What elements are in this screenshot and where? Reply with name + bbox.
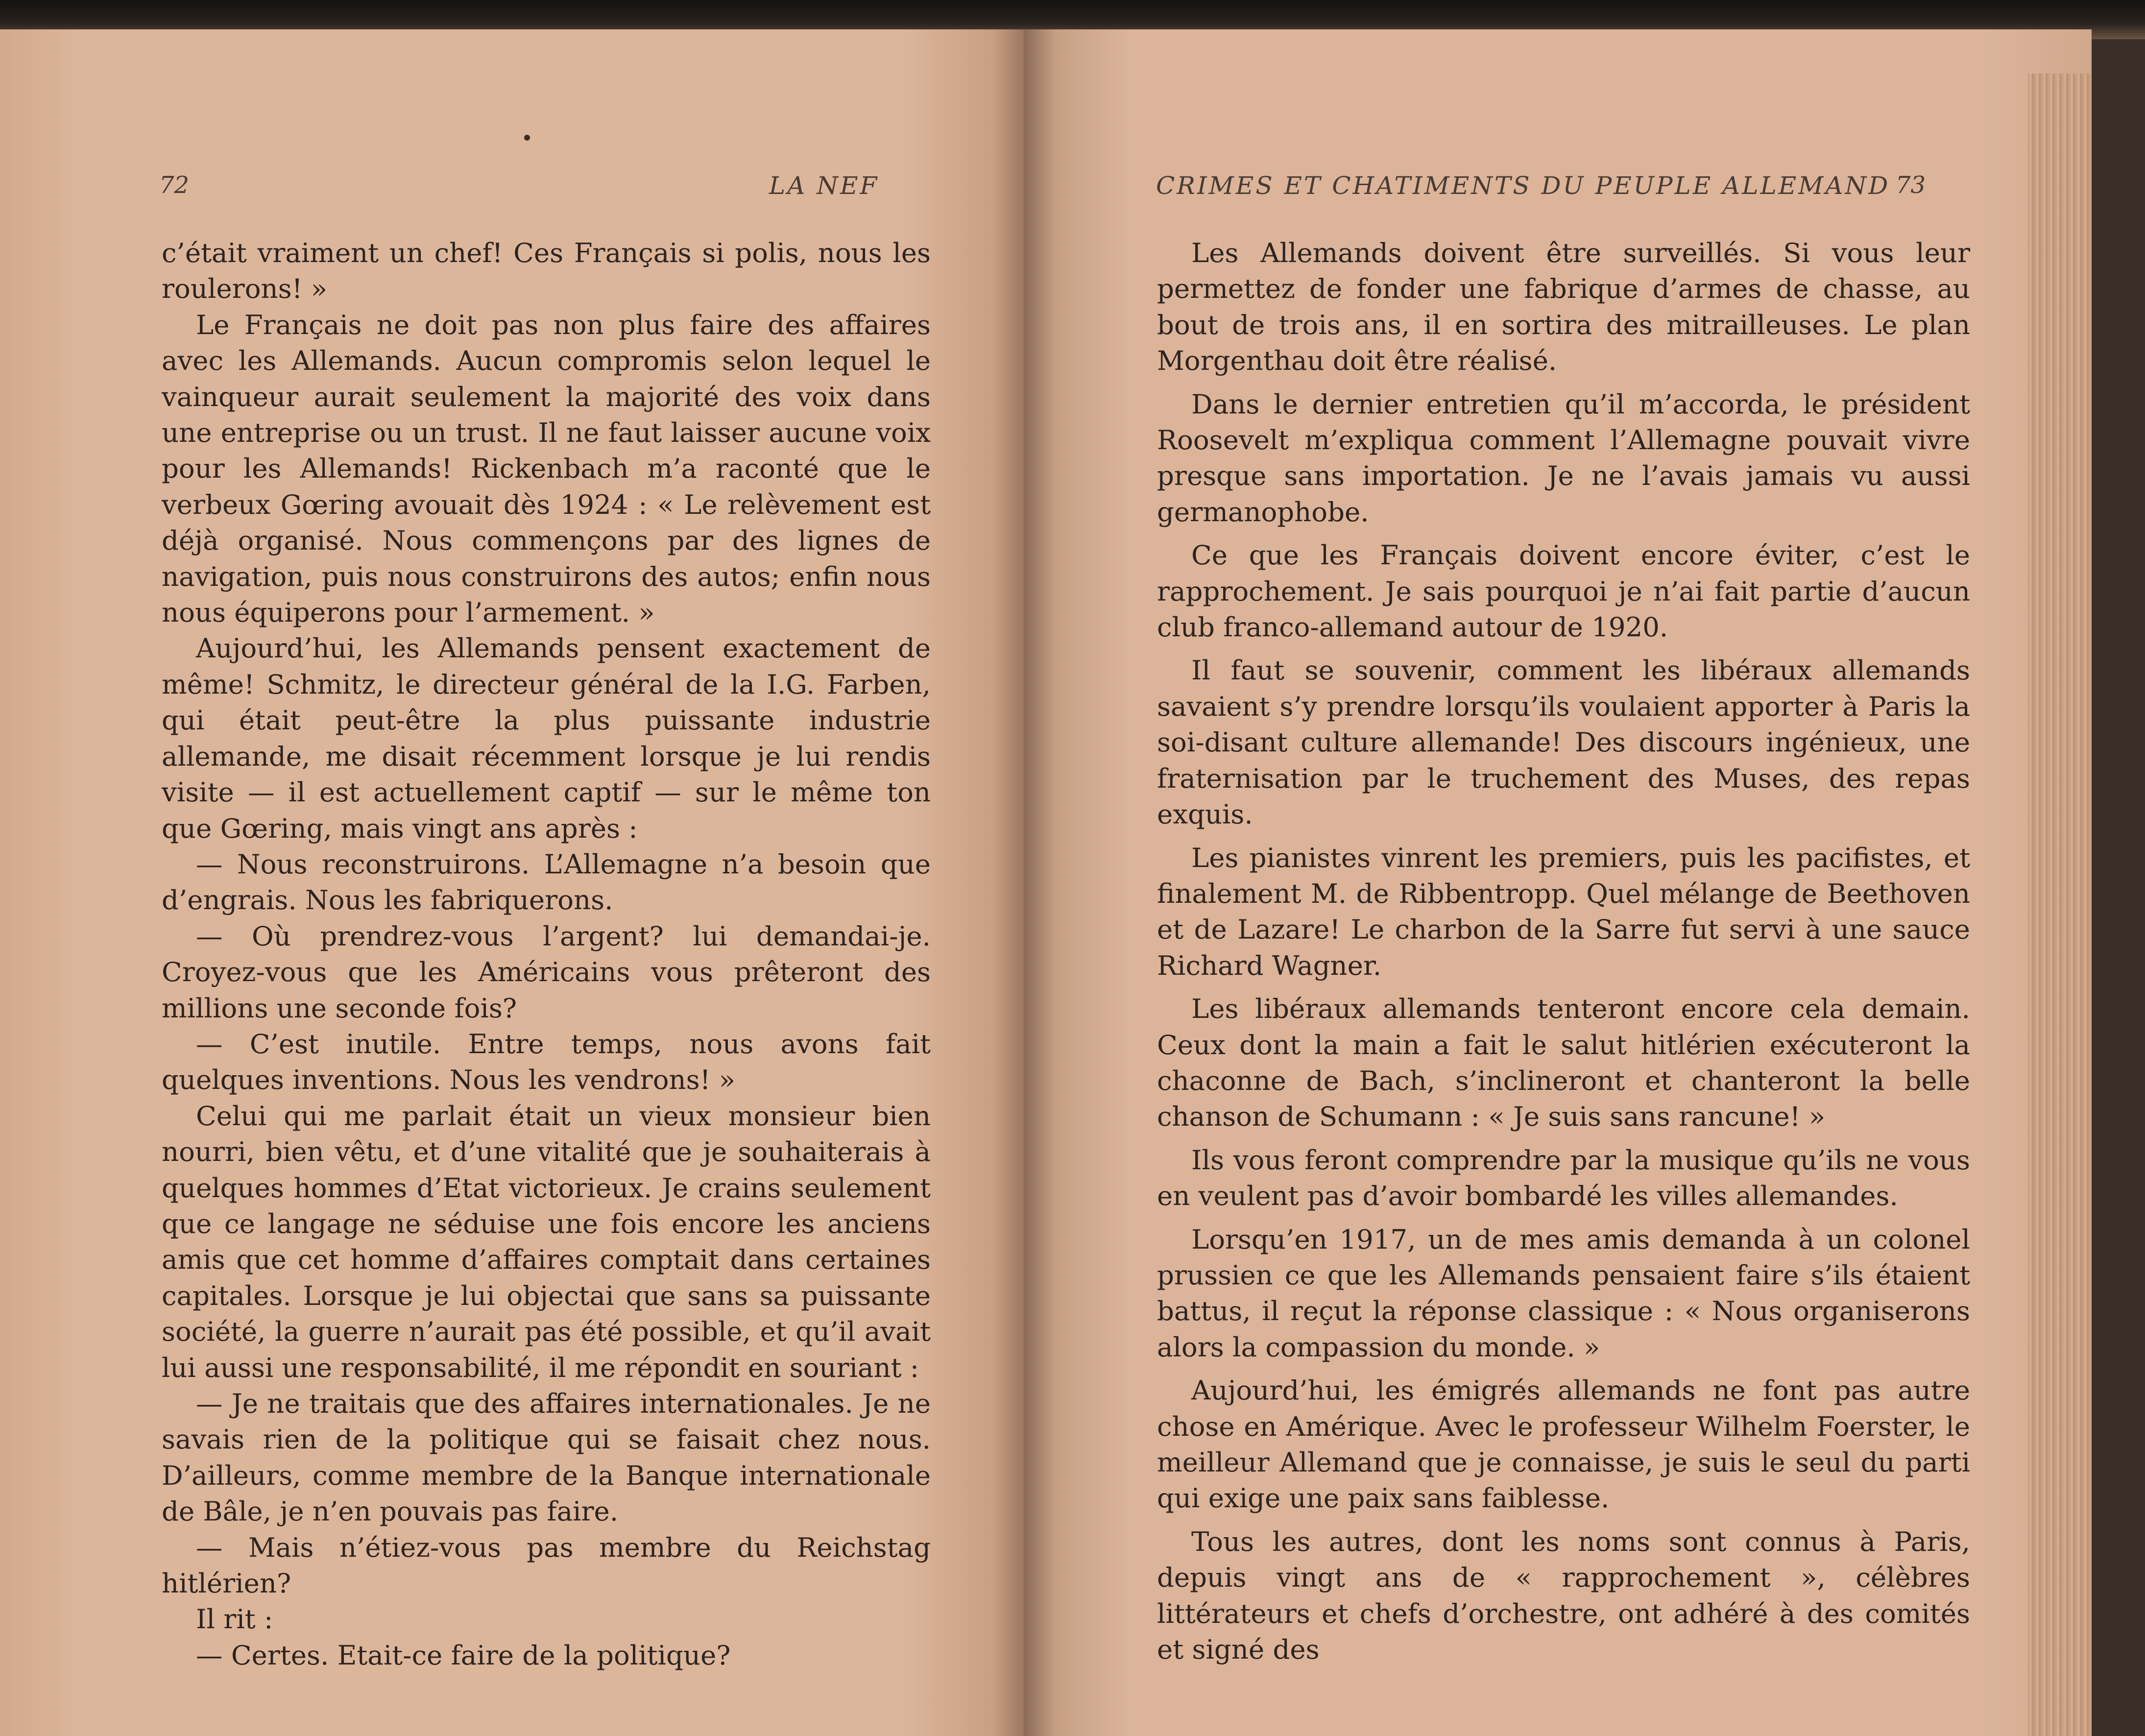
page-number: 72 [159, 171, 190, 199]
paragraph: — Mais n’étiez-vous pas membre du Reichstag hitlérien? [162, 1531, 931, 1599]
paragraph: Les pianistes vinrent les premiers, puis les pacifistes, et finalement M. de Ribbentropp. Quel mélange de Beethoven et de Lazare! Le charbon de la Sarre fut servi à une sauce Richard Wagner. [1157, 842, 1970, 981]
paragraph: Dans le dernier entretien qu’il m’accorda, le président Roosevelt m’expliqua comment l’Allemagne pouvait vivre presque sans importation. Je ne l’avais jamais vu aussi germanophobe. [1157, 388, 1970, 528]
paragraph: — C’est inutile. Entre temps, nous avons fait quelques inventions. Nous les vendrons! » [162, 1028, 931, 1096]
left-text-block [162, 235, 931, 1673]
paragraph: — Nous reconstruirons. L’Allemagne n’a besoin que d’engrais. Nous les fabriquerons. [162, 848, 931, 916]
paragraph: Ils vous feront comprendre par la musique qu’ils ne vous en veulent pas d’avoir bombardé les villes allemandes. [1157, 1144, 1970, 1212]
paragraph: Les Allemands doivent être surveillés. Si vous leur permettez de fonder une fabrique d’armes de chasse, au bout de trois ans, il en sortira des mitrailleuses. Le plan Morgenthau doit être réalisé. [1157, 237, 1970, 377]
paragraph: Celui qui me parlait était un vieux monsieur bien nourri, bien vêtu, et d’une vitalité que je souhaiterais à quelques hommes d’Etat victorieux. Je crains seulement que ce langage ne séduise une fois encore les anciens amis que cet homme d’affaires comptait dans certaines capitales. Lorsque je lui objectai que sans sa puissante société, la guerre n’aurait pas été possible, et qu’il avait lui aussi une responsabilité, il me répondit en souriant : [162, 1100, 931, 1383]
page-number: 73 [1896, 171, 1926, 199]
paragraph: Le Français ne doit pas non plus faire des affaires avec les Allemands. Aucun compromis selon lequel le vainqueur aurait seulement la majorité des voix dans une entreprise ou un trust. Il ne faut laisser aucune voix pour les Allemands! Rickenbach m’a raconté que le verbeux Gœring avouait dès 1924 : « Le relèvement est déjà organisé. Nous commençons par des lignes de navigation, puis nous construirons des autos; enfin nous nous équiperons pour l’armement. » [162, 309, 931, 628]
paragraph: c’était vraiment un chef! Ces Français si polis, nous les roulerons! » [162, 237, 931, 305]
paragraph: — Certes. Etait-ce faire de la politique? [196, 1639, 731, 1671]
right-page [1024, 29, 2092, 1736]
page-edge [2028, 73, 2092, 1736]
running-head: CRIMES ET CHATIMENTS DU PEUPLE ALLEMAND [1156, 171, 1890, 200]
paragraph: Il rit : [196, 1603, 273, 1635]
print-speck [524, 135, 530, 141]
paragraph: — Je ne traitais que des affaires internationales. Je ne savais rien de la politique qui se faisait chez nous. D’ailleurs, comme membre de la Banque internationale de Bâle, je n’en pouvais pas faire. [162, 1388, 931, 1527]
paragraph: Il faut se souvenir, comment les libéraux allemands savaient s’y prendre lorsqu’ils voulaient apporter à Paris la soi-disant culture allemande! Des discours ingénieux, une fraternisation par le truchement des Muses, des repas exquis. [1157, 654, 1970, 830]
paragraph: Les libéraux allemands tenteront encore cela demain. Ceux dont la main a fait le salut hitlérien exécuteront la chaconne de Bach, s’inclineront et chanteront la belle chanson de Schumann : « Je suis sans rancune! » [1157, 993, 1970, 1133]
paragraph: Aujourd’hui, les Allemands pensent exactement de même! Schmitz, le directeur général de la I.G. Farben, qui était peut-être la plus puissante industrie allemande, me disait récemment lorsque je lui rendis visite — il est actuellement captif — sur le même ton que Gœring, mais vingt ans après : [162, 632, 931, 844]
paragraph: Tous les autres, dont les noms sont connus à Paris, depuis vingt ans de « rapprochement », célèbres littérateurs et chefs d’orchestre, ont adhéré à des comités et signé des [1157, 1525, 1970, 1665]
right-text-block [1157, 235, 1970, 1675]
paragraph: — Où prendrez-vous l’argent? lui demandai-je. Croyez-vous que les Américains vous prêteront des millions une seconde fois? [162, 920, 931, 1024]
left-page [0, 29, 1024, 1736]
paragraph: Aujourd’hui, les émigrés allemands ne font pas autre chose en Amérique. Avec le professeur Wilhelm Foerster, le meilleur Allemand que je connaisse, je suis le seul du parti qui exige une paix sans faiblesse. [1157, 1374, 1970, 1514]
paragraph: Ce que les Français doivent encore éviter, c’est le rapprochement. Je sais pourquoi je n’ai fait partie d’aucun club franco-allemand autour de 1920. [1157, 539, 1970, 643]
running-head: LA NEF [769, 171, 879, 200]
paragraph: Lorsqu’en 1917, un de mes amis demanda à un colonel prussien ce que les Allemands pensaient faire s’ils étaient battus, il reçut la réponse classique : « Nous organiserons alors la compassion du monde. » [1157, 1223, 1970, 1363]
